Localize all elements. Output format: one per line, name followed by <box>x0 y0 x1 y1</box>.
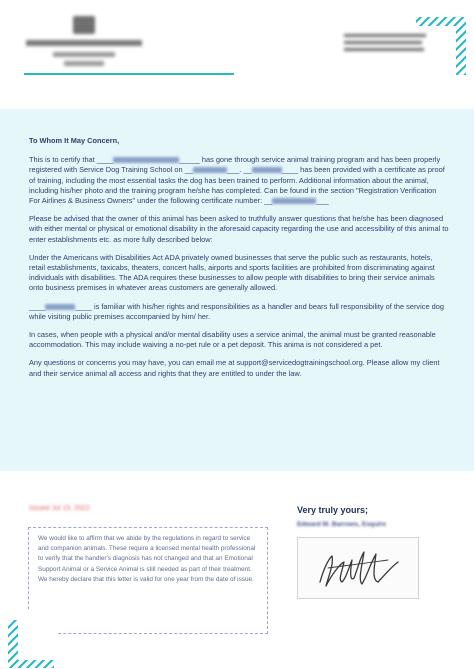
header-rule <box>24 73 234 75</box>
contact-paragraph: Any questions or concerns you may have, you can email me at support@servicedogtrainingschool.org. Please allow my client and their service animal all access and rights that they are entitled to under the law. <box>29 358 440 378</box>
logo-icon <box>73 16 95 34</box>
certification-paragraph: This is to certify that ____ _____ has gone through service animal training program and has been properly registered with Service Dog Training School on __ ___. __ ____ has been provided with a certificate as proof of training, including the most essential tasks the dog has been trained to perform. Additional information about the animal, including his/her photo and the training program he/she has completed. Can be found in the section "Registration Verification For Airlines & Business Owners" under the following certificate number: __ ___ <box>29 155 445 206</box>
accommodation-paragraph: In cases, when people with a physical and/or mental disability uses a service animal, the animal must be granted reasonable accommodation. This may include waiving a no-pet rule or a pet deposit. This anima is not considered a pet. <box>29 330 436 350</box>
closing: Very truly yours; <box>297 505 369 515</box>
disclosure-paragraph: Please be advised that the owner of this animal has been asked to truthfully answer questions that he/she has been diagnosed with either mental or physical or emotional disability in the aforesaid capacity regarding the use and accessibility of this animal to enter establishments etc. as more fully described below: <box>29 214 449 244</box>
handler-responsibility-paragraph: ____ ____ is familiar with his/her rights and responsibilities as a handler and bears full responsibility of the service dog while visiting public premises accompanied by him/ her. <box>29 301 444 321</box>
signature-box <box>297 537 419 599</box>
greeting: To Whom It May Concern, <box>29 136 120 145</box>
handwritten-signature <box>298 538 418 598</box>
ada-paragraph: Under the Americans with Disabilities Act ADA privately owned businesses that serve the public such as restaurants, hotels, retail establishments, taxicabs, theaters, concert halls, airports and sports facilities are prohibited from discriminating against individuals with disabilities. The ADA requires these businesses to allow people with disabilities to bring their service animals onto business premises in whatever areas customers are generally allowed. <box>29 252 435 293</box>
letter-body <box>29 136 449 387</box>
letterhead-address <box>344 30 430 55</box>
logo-tagline <box>64 61 104 66</box>
logo-subtitle <box>53 52 115 57</box>
redacted-certificate-number <box>272 198 316 204</box>
issue-date: Issued Jul 15, 2022 <box>29 505 90 512</box>
redacted-dog-name <box>252 167 282 173</box>
logo-wordmark <box>26 40 142 46</box>
redacted-registration-date <box>193 167 227 173</box>
redacted-handler-name <box>113 157 179 163</box>
regulation-notice: We would like to affirm that we abide by the regulations in regard to service and companion animals. These require a licensed mental health professional to verify that the handler's diagnosis has not changed and that an Emotional Support Animal or a Service Animal is still needed as part of their treatment. We hereby declare that this letter is valid for one year from the date of issue. <box>28 527 268 634</box>
redacted-handler-first-name <box>45 304 75 310</box>
letterhead-logo <box>24 16 144 78</box>
signer-name: Edward M. Barrows, Esquire <box>297 521 387 528</box>
